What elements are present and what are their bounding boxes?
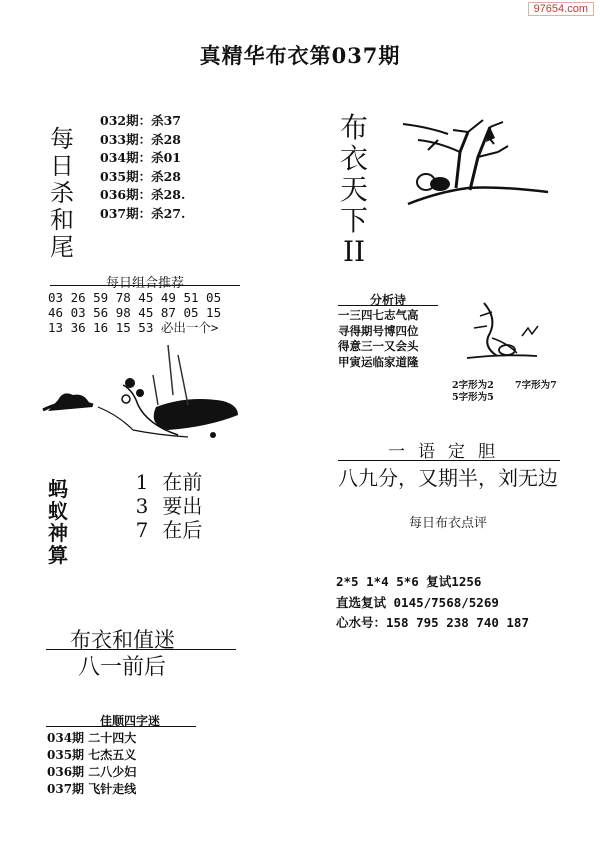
shape-note: 5字形为5 — [452, 392, 494, 403]
buyi-tianxia-heading — [338, 112, 370, 267]
label-char: 神 — [48, 521, 68, 545]
daily-kill-label-char: 和 — [50, 206, 74, 234]
riddle-answer: 八一前后 — [78, 655, 167, 680]
divider — [338, 305, 438, 306]
yiyu-text: 八九分，又期半，刘无边 — [338, 466, 558, 490]
list-item: 035期：杀28 — [100, 168, 181, 184]
heading-char: II — [342, 235, 366, 268]
poem-line: 甲寅运临家道隆 — [338, 354, 419, 369]
divider — [50, 285, 240, 286]
list-item: 心水号：158 795 238 740 187 — [336, 615, 529, 630]
daily-kill-label-char: 杀 — [50, 179, 74, 207]
list-item — [128, 470, 202, 494]
page-title: 真精华布衣第037期 — [199, 43, 401, 68]
ant-number: 3 — [135, 494, 149, 518]
heading-char: 衣 — [339, 142, 368, 175]
label-char: 蚁 — [48, 499, 68, 523]
poem-line: 一三四七志气高 — [338, 308, 419, 322]
list-item: 46 03 56 98 45 87 05 15 — [48, 305, 222, 320]
divider — [338, 460, 560, 461]
riddle-title: 布衣和值迷 — [70, 628, 175, 652]
combo-rows — [48, 290, 221, 335]
four-char-title: 佳顺四字迷 — [99, 714, 160, 728]
list-item: 035期 七杰五义 — [47, 748, 137, 762]
list-item: 034期：杀01 — [100, 150, 181, 165]
label-char: 算 — [48, 543, 68, 567]
list-item — [128, 518, 202, 542]
daily-comment-picks — [336, 572, 529, 634]
list-item: 037期：杀27. — [100, 205, 186, 221]
shape-note: 2字形为2 — [452, 380, 494, 391]
daily-kill-list — [100, 112, 185, 223]
shape-note: 7字形为7 — [515, 380, 557, 391]
list-item: 032期：杀37 — [100, 113, 181, 128]
combo-title: 每日组合推荐 — [105, 276, 184, 291]
poem-line: 寻得期号博四位 — [338, 323, 419, 338]
landscape-illustration — [38, 335, 243, 445]
yiyu-title: 一语定胆 — [388, 442, 508, 462]
daily-comment-title: 每日布衣点评 — [408, 516, 487, 531]
heading-char: 布 — [339, 111, 368, 144]
four-char-list — [47, 730, 136, 798]
sketch-illustration — [462, 298, 562, 373]
list-item: 03 26 59 78 45 49 51 05 — [48, 290, 222, 305]
ant-text: 在后 — [162, 518, 203, 542]
label-char: 蚂 — [48, 477, 68, 501]
ant-number: 1 — [135, 470, 149, 494]
daily-kill-label — [48, 126, 76, 261]
list-item: 13 36 16 15 53 必出一个> — [48, 320, 219, 335]
ant-number: 7 — [135, 518, 149, 542]
ant-oracle-list — [128, 470, 202, 542]
list-item — [128, 494, 202, 518]
list-item: 036期：杀28. — [100, 187, 186, 202]
daily-kill-label-char: 日 — [50, 152, 74, 180]
ant-text: 要出 — [162, 494, 203, 518]
divider — [46, 726, 196, 727]
poem-line: 得意三一又会头 — [338, 339, 419, 353]
heading-char: 下 — [339, 204, 368, 237]
ant-text: 在前 — [162, 470, 203, 494]
daily-kill-label-char: 每 — [50, 125, 74, 153]
daily-kill-label-char: 尾 — [50, 233, 74, 261]
list-item: 034期 二十四大 — [47, 731, 137, 745]
site-watermark: 97654.com — [528, 2, 594, 16]
analysis-poem-title: 分析诗 — [369, 293, 406, 307]
list-item: 033期：杀28 — [100, 131, 181, 147]
bamboo-illustration — [398, 112, 568, 222]
list-item: 2*5 1*4 5*6 复试1256 — [336, 574, 482, 589]
list-item: 036期 二八少妇 — [47, 765, 137, 779]
list-item: 直选复试 0145/7568/5269 — [336, 594, 499, 610]
analysis-poem-body — [338, 308, 419, 370]
list-item: 037期 飞针走线 — [47, 782, 137, 796]
ant-oracle-label — [46, 478, 70, 566]
heading-char: 天 — [339, 173, 368, 206]
